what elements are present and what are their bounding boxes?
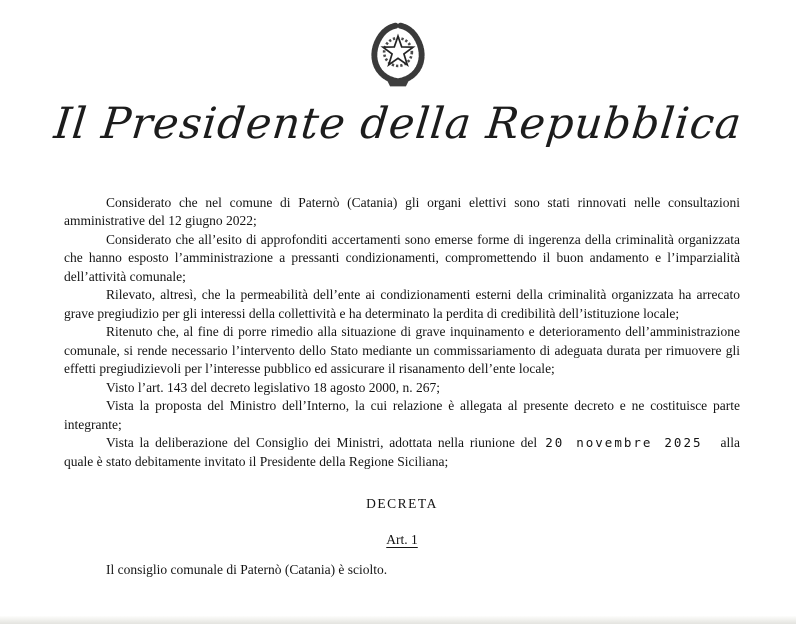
decree-body <box>64 194 740 580</box>
italy-republic-emblem-icon <box>365 21 431 91</box>
article-1-label: Art. 1 <box>386 531 418 547</box>
paragraph-vista-proposta: Vista la proposta del Ministro dell’Interno, la cui relazione è allegata al presente decreto e ne costituisce parte integrante; <box>64 398 740 432</box>
paragraph-considerato-rinnovo: Considerato che nel comune di Paternò (Catania) gli organi elettivi sono stati rinnovati nelle consultazioni amministrative del 12 giugno 2022; <box>64 194 740 229</box>
paragraph-vista-deliberazione <box>64 434 740 471</box>
article-1-heading <box>64 531 740 550</box>
scanned-page-bottom-edge <box>0 616 796 624</box>
paragraph-visto-art-143: Visto l’art. 143 del decreto legislativo 18 agosto 2000, n. 267; <box>106 379 441 395</box>
decreta-heading: DECRETA <box>366 496 438 512</box>
paragraph-ritenuto: Ritenuto che, al fine di porre rimedio alla situazione di grave inquinamento e deterioramento dell’amministrazione comunale, si rende necessario l’intervento dello Stato mediante un commissariamento di adeguata durata per rimuovere gli effetti pregiudizievoli per l’interesse pubblico ed assicurare il risanamento dell’ente locale; <box>64 324 740 377</box>
article-1-text: Il consiglio comunale di Paternò (Catania) è sciolto. <box>106 562 388 578</box>
paragraph-considerato-accertamenti: Considerato che all’esito di approfonditi accertamenti sono emerse forme di ingerenza della criminalità organizzata che hanno esposto l’amministrazione a pressanti condizionamenti, compromettendo il buon andamento e l’imparzialità dell’attività comunale; <box>64 231 740 284</box>
deliberazione-text-after: alla quale è stato debitamente invitato il Presidente della Regione Siciliana; <box>64 435 740 469</box>
deliberazione-text-before: Vista la deliberazione del Consiglio dei Ministri, adottata nella riunione del <box>106 435 538 451</box>
document-title: Il Presidente della Repubblica <box>51 99 745 149</box>
deliberazione-typed-date: 20 novembre 2025 <box>545 435 703 451</box>
paragraph-rilevato: Rilevato, altresì, che la permeabilità dell’ente ai condizionamenti esterni della criminalità organizzata ha arrecato grave pregiudizio per gli interessi della collettività e ha determinato la perdita di credibilità dell’istituzione locale; <box>64 287 740 321</box>
